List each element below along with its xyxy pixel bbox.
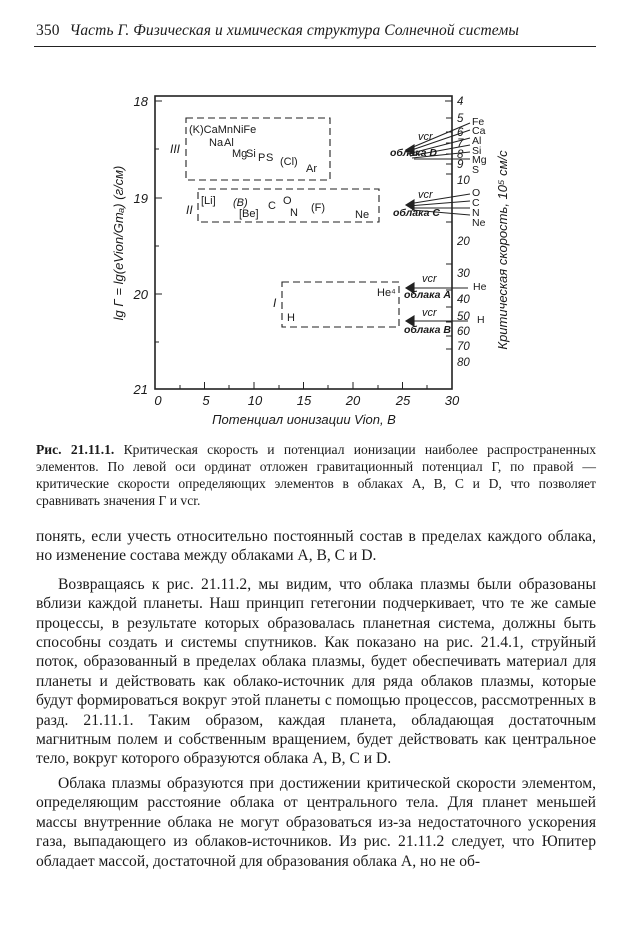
bottom-tick-label: 30 bbox=[444, 393, 460, 408]
right-axis-label: Критическая скорость, 10⁵ см/с bbox=[495, 150, 510, 350]
left-tick-label: 19 bbox=[133, 191, 148, 206]
right-tick-label: 8 bbox=[457, 149, 464, 161]
bottom-tick-label: 10 bbox=[247, 393, 263, 408]
element-label: S bbox=[472, 164, 480, 176]
cloud-name-label: облака A bbox=[404, 289, 451, 301]
left-tick-label: 18 bbox=[133, 94, 148, 109]
paragraph: Возвращаясь к рис. 21.11.2, мы видим, что облака плазмы были образованы вблизи каждой планеты. Наш принцип гетегонии подчеркивает, что те же самые процессы, в результате которых образовалась планетная система, должны быть способны создать и системы спутников. Как показано на рис. 21.4.1, струйный поток, образованный в пределах облака плазмы, будет обеспечивать материал для планеты и действовать как облако-источник для ряда облаков плазмы, которые будут формироваться вокруг этой планеты с помощью процессов, рассмотренных в разд. 21.11.1. Таким образом, каждая планета, обладающая достаточным магнитным полем и собственным вращением, будет действовать как центральное тело, вокруг которого образуются облака А, В, С и D. bbox=[36, 575, 596, 768]
right-tick-label: 50 bbox=[457, 311, 470, 323]
cloud-D-elements bbox=[472, 116, 487, 176]
figure-caption bbox=[36, 441, 596, 509]
caption-text: Критическая скорость и потенциал ионизации наиболее распространенных элементов. По левой оси ординат отложен гравитационный потенциал Г, по правой — критические скорости определяющих элементов в облаках А, В, С и D, что позволяет сравнивать значения Г и vcr. bbox=[36, 442, 596, 508]
right-tick-label: 80 bbox=[457, 357, 470, 369]
paragraph: Облака плазмы образуются при достижении критической скорости элементом, определяющим расстояние облака от центрального тела. Для планет меньшей массы внутренние облака не могут образоваться из-за недостаточного ускорения газа, выпадающего из облаков-источников. Из рис. 21.11.2 следует, что Юпитер обладает массой, достаточной для образования облака А, но не об- bbox=[36, 774, 596, 870]
element-label: Ca bbox=[472, 125, 486, 137]
right-tick-label: 5 bbox=[457, 113, 464, 125]
body-text bbox=[36, 527, 596, 871]
element-label: O bbox=[472, 187, 481, 199]
bottom-tick-label: 15 bbox=[296, 393, 312, 408]
element-label: C bbox=[268, 200, 276, 212]
bottom-axis-label: Потенциал ионизации Vion, В bbox=[212, 412, 396, 427]
group-roman: III bbox=[170, 142, 181, 156]
element-label: Mg bbox=[472, 154, 487, 166]
left-tick-label: 21 bbox=[133, 382, 148, 397]
element-label: Ne bbox=[355, 209, 370, 221]
element-label: [Li] bbox=[201, 195, 216, 207]
right-tick-label: 30 bbox=[457, 268, 470, 280]
element-label: (F) bbox=[311, 202, 326, 214]
page-number: 350 bbox=[36, 22, 60, 39]
left-ticks bbox=[133, 94, 162, 397]
element-label: S bbox=[266, 152, 274, 164]
element-label: (B) bbox=[233, 197, 248, 209]
bottom-tick-label: 0 bbox=[154, 393, 162, 408]
cloud-vcr-label: vcr bbox=[422, 273, 437, 285]
element-label: N bbox=[472, 207, 480, 219]
cloud-name-label: облака C bbox=[393, 207, 440, 219]
element-label: Ar bbox=[306, 163, 317, 175]
right-tick-label: 60 bbox=[457, 326, 470, 338]
plot-frame bbox=[155, 96, 452, 389]
left-tick-label: 20 bbox=[133, 287, 148, 302]
right-tick-label: 7 bbox=[457, 138, 464, 150]
element-label: P bbox=[258, 152, 266, 164]
element-label: Fe bbox=[472, 116, 485, 128]
right-tick-label: 20 bbox=[457, 236, 470, 248]
element-label: H bbox=[477, 314, 485, 326]
element-label: He⁴ bbox=[377, 287, 396, 299]
right-tick-label: 40 bbox=[457, 294, 470, 306]
cloud-vcr-label: vcr bbox=[418, 189, 433, 201]
right-tick-label: 9 bbox=[457, 159, 464, 171]
cloud-name-label: облака B bbox=[404, 324, 451, 336]
figure-21-11-1 bbox=[0, 0, 627, 440]
group-roman: II bbox=[186, 203, 193, 217]
cloud-vcr-label: vcr bbox=[418, 131, 433, 143]
element-label: He bbox=[473, 281, 487, 293]
bottom-ticks bbox=[154, 382, 460, 408]
element-label: (K)CaMnNiFe bbox=[189, 124, 257, 136]
left-axis-label: lg Γ = lg(eVion/Gmₐ) (г/см) bbox=[111, 165, 126, 321]
cloud-vcr-label: vcr bbox=[422, 307, 437, 319]
caption-label: Рис. 21.11.1. bbox=[36, 442, 115, 457]
cloud-name-label: облака D bbox=[390, 147, 437, 159]
cloud-C-elements bbox=[472, 187, 486, 229]
element-label: Na bbox=[209, 137, 224, 149]
bottom-tick-label: 25 bbox=[395, 393, 411, 408]
right-tick-label: 6 bbox=[457, 127, 464, 139]
element-label: Mg bbox=[232, 148, 248, 160]
element-label: Al bbox=[472, 135, 482, 147]
group-III-elements bbox=[189, 124, 317, 175]
element-label: N bbox=[290, 207, 298, 219]
group-II-elements bbox=[201, 195, 369, 221]
bottom-tick-label: 5 bbox=[202, 393, 210, 408]
element-label: H bbox=[287, 312, 295, 324]
element-label: Si bbox=[246, 148, 256, 160]
running-title: Часть Г. Физическая и химическая структура Солнечной системы bbox=[69, 22, 519, 39]
element-label: C bbox=[472, 197, 480, 209]
element-label: Ne bbox=[472, 217, 486, 229]
element-label: O bbox=[283, 195, 292, 207]
element-label: Si bbox=[472, 145, 482, 157]
element-label: (Cl) bbox=[280, 156, 298, 168]
group-roman: I bbox=[273, 296, 277, 310]
right-tick-label: 10 bbox=[457, 175, 470, 187]
element-label: Al bbox=[224, 137, 234, 149]
element-label: [Be] bbox=[239, 208, 259, 220]
right-tick-label: 4 bbox=[457, 96, 464, 108]
bottom-tick-label: 20 bbox=[345, 393, 361, 408]
paragraph: понять, если учесть относительно постоянный состав в пределах каждого облака, но изменение состава между облаками А, В, С и D. bbox=[36, 528, 596, 565]
group-I-elements bbox=[287, 287, 396, 324]
right-tick-label: 70 bbox=[457, 341, 470, 353]
